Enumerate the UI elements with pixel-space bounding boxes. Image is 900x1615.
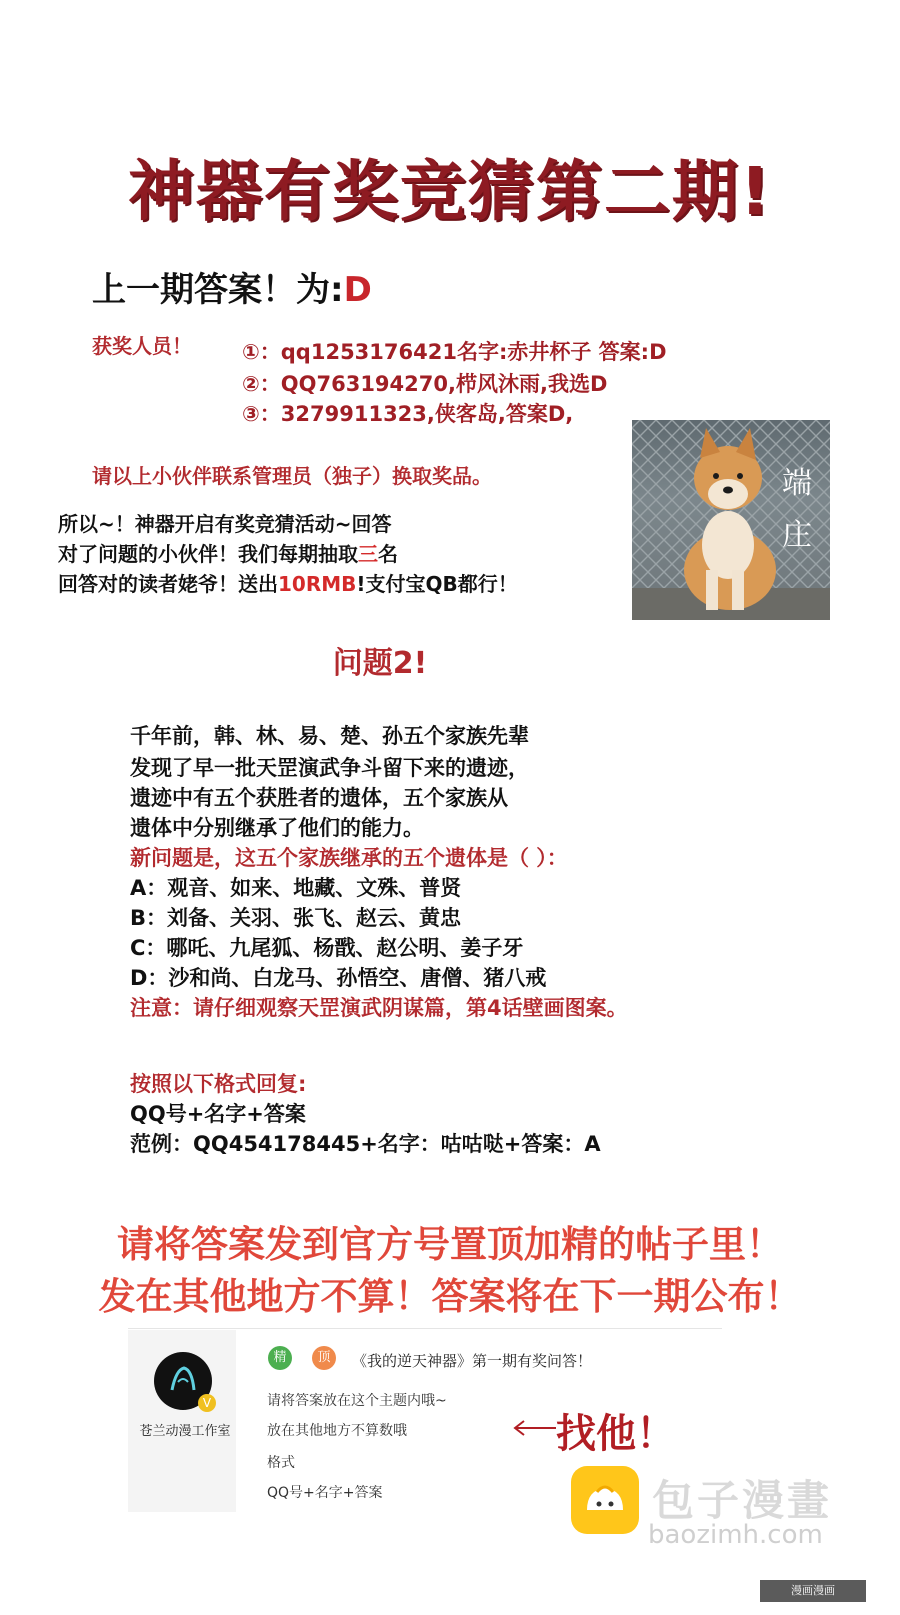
question-note: 注意：请仔细观察天罡演武阴谋篇，第4话壁画图案。 <box>130 996 628 1020</box>
previous-answer-label: 上一期答案！为: <box>92 270 344 310</box>
intro-line-3b: !支付宝QB都行！ <box>356 572 518 596</box>
dog-caption-2: 庄 <box>782 518 812 553</box>
question-title: 问题2! <box>332 646 428 681</box>
question-line-2: 发现了早一批天罡演武争斗留下来的遗迹， <box>130 756 529 780</box>
bun-icon <box>571 1466 639 1534</box>
post-line-4: QQ号+名字+答案 <box>267 1485 383 1501</box>
intro-line-2 <box>58 538 398 567</box>
watermark-name: 包子漫畫 <box>652 1476 833 1525</box>
post-line-3: 格式 <box>267 1455 295 1471</box>
option-c: C：哪吒、九尾狐、杨戬、赵公明、姜子牙 <box>130 936 524 960</box>
featured-tag: 精 <box>268 1346 292 1370</box>
option-b: B：刘备、关羽、张飞、赵云、黄忠 <box>130 906 462 930</box>
post-line-2: 放在其他地方不算数哦 <box>267 1423 407 1439</box>
winners-label: 获奖人员！ <box>92 334 192 358</box>
intro-count: 三 <box>358 542 378 566</box>
winner-3: ③：3279911323,侠客岛,答案D, <box>242 402 574 426</box>
post-line-1: 请将答案放在这个主题内哦~ <box>267 1393 447 1409</box>
pinned-tag: 顶 <box>312 1346 336 1370</box>
option-a: A：观音、如来、地藏、文殊、普贤 <box>130 876 462 900</box>
winner-2: ②：QQ763194270,栉风沐雨,我选D <box>242 372 608 396</box>
format-example: 范例：QQ454178445+名字：咕咕哒+答案：A <box>130 1132 601 1156</box>
page-title: 神器有奖竞猜第二期! <box>127 153 773 230</box>
previous-answer <box>92 262 372 311</box>
left-arrow-icon <box>512 1418 558 1438</box>
watermark-url: baozimh.com <box>648 1520 823 1550</box>
bun-logo-icon <box>571 1466 639 1534</box>
corner-watermark: 漫画漫画 <box>760 1580 866 1602</box>
shiba-dog-photo <box>632 420 830 620</box>
intro-line-2b: 名 <box>378 542 398 566</box>
question-line-1: 千年前，韩、林、易、楚、孙五个家族先辈 <box>130 724 529 748</box>
dog-caption-1: 端 <box>782 466 812 501</box>
notice-line-2: 发在其他地方不算！答案将在下一期公布！ <box>98 1275 802 1318</box>
new-question: 新问题是，这五个家族继承的五个遗体是（ ）： <box>130 846 568 870</box>
intro-prize: 10RMB <box>278 572 357 596</box>
option-d: D：沙和尚、白龙马、孙悟空、唐僧、猪八戒 <box>130 966 547 990</box>
question-line-4: 遗体中分别继承了他们的能力。 <box>130 816 424 840</box>
intro-line-3a: 回答对的读者姥爷！送出 <box>58 572 278 596</box>
find-him-label: 找他！ <box>556 1411 676 1457</box>
intro-line-3 <box>58 568 518 597</box>
question-line-3: 遗迹中有五个获胜者的遗体，五个家族从 <box>130 786 508 810</box>
studio-name[interactable]: 苍兰动漫工作室 <box>139 1424 231 1439</box>
winner-1: ①：qq1253176421名字:赤井杯子 答案:D <box>242 340 667 364</box>
intro-line-2a: 对了问题的小伙伴！我们每期抽取 <box>58 542 358 566</box>
format-text: QQ号+名字+答案 <box>130 1102 306 1126</box>
intro-line-1: 所以~！神器开启有奖竞猜活动~回答 <box>58 512 392 536</box>
verified-badge-icon: V <box>198 1394 216 1412</box>
previous-answer-value: D <box>343 270 372 310</box>
post-title[interactable]: 《我的逆天神器》第一期有奖问答！ <box>352 1352 593 1370</box>
format-label: 按照以下格式回复: <box>130 1072 307 1096</box>
notice-line-1: 请将答案发到官方号置顶加精的帖子里！ <box>117 1223 783 1266</box>
contact-admin-text: 请以上小伙伴联系管理员（独子）换取奖品。 <box>92 464 492 488</box>
